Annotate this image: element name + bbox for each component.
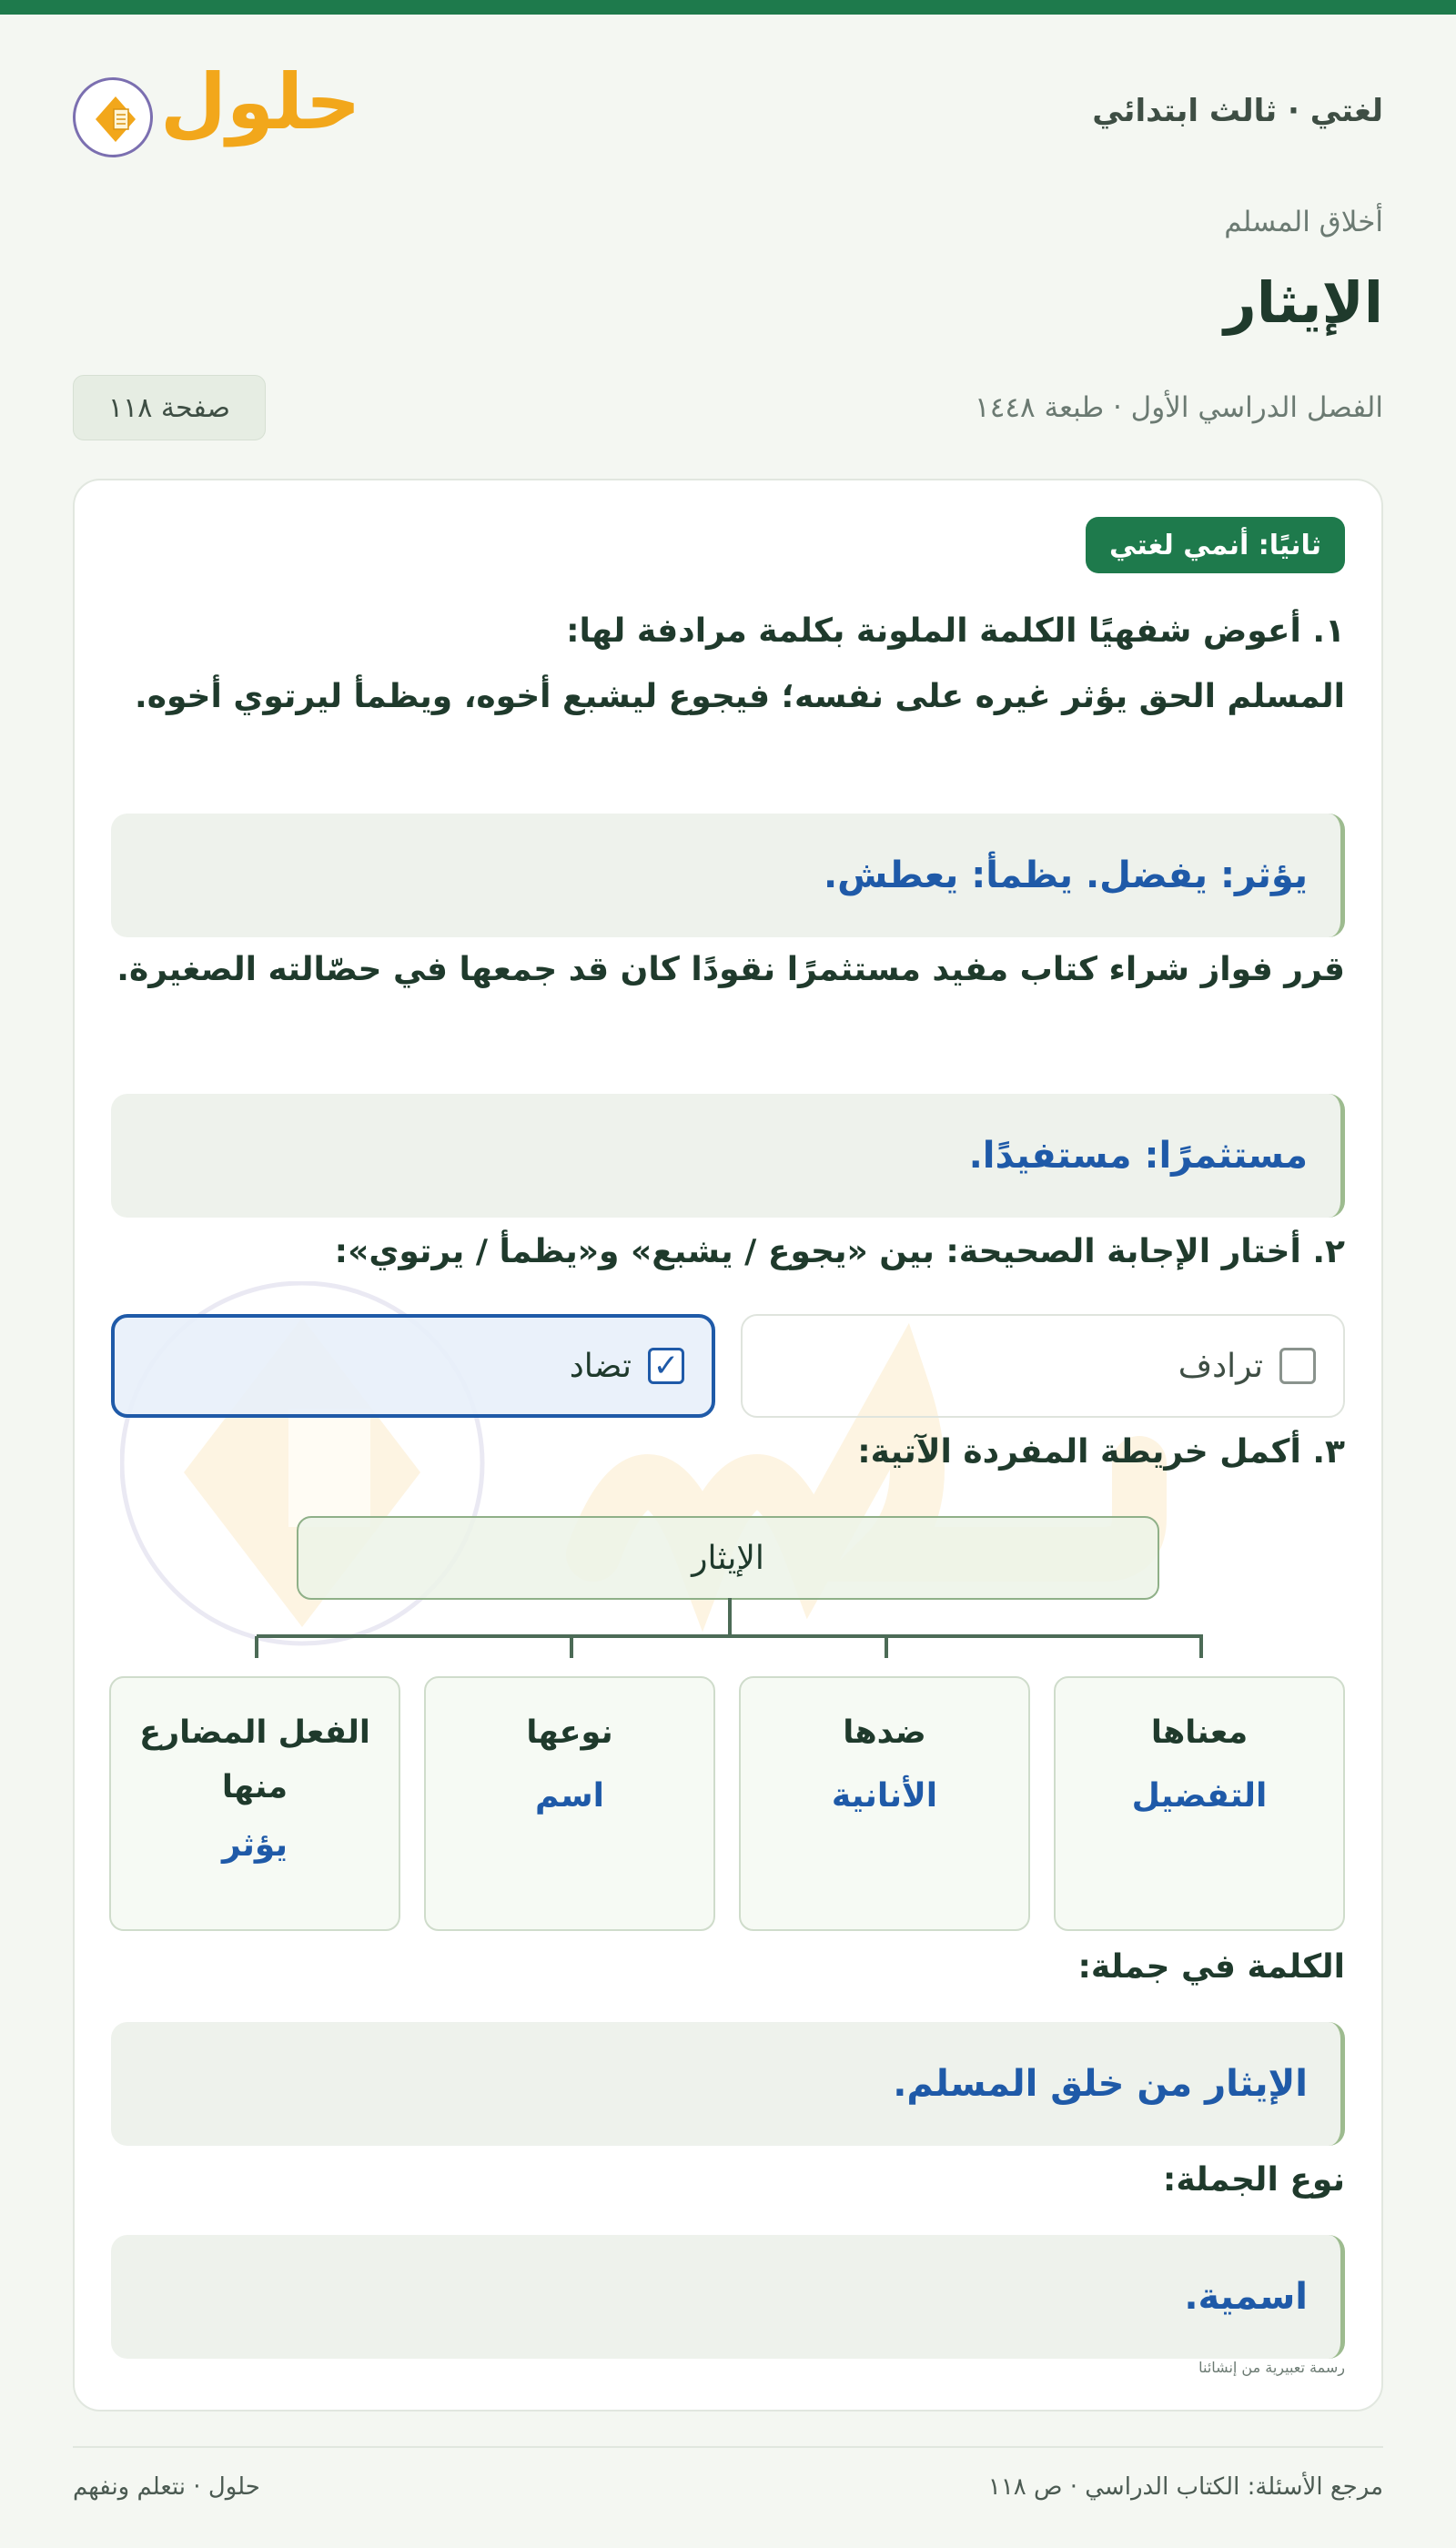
question-3-prompt: ٣. أكمل خريطة المفردة الآتية:: [857, 1433, 1345, 1471]
lesson-subject: أخلاق المسلم: [1224, 206, 1383, 238]
word-map-present-verb-value: يؤثر: [222, 1826, 288, 1864]
checkbox-checked-icon[interactable]: ✓: [648, 1348, 684, 1384]
sentence-prompt: الكلمة في جملة:: [1077, 1948, 1345, 1986]
word-map-present-verb: [109, 1676, 400, 1931]
word-map-type: [424, 1676, 715, 1931]
question-1-answer-2: مستثمرًا: مستفيدًا.: [111, 1094, 1345, 1218]
word-map-type-label: نوعها: [526, 1714, 613, 1751]
sentence-type-prompt: نوع الجملة:: [1162, 2161, 1345, 2199]
word-map-connectors: [75, 1598, 1383, 1658]
header: [73, 57, 1383, 167]
word-map-type-value: اسم: [535, 1777, 604, 1815]
site-logo[interactable]: [73, 57, 361, 167]
lesson-title: الإيثار: [1224, 269, 1383, 336]
choice-synonym-label: ترادف: [1178, 1347, 1263, 1385]
choice-antonym-label: تضاد: [569, 1347, 632, 1385]
word-map-opposite: [739, 1676, 1030, 1931]
top-accent-bar: [0, 0, 1456, 15]
word-map-root: الإيثار: [297, 1516, 1159, 1600]
footer-reference: مرجع الأسئلة: الكتاب الدراسي · ص ١١٨: [987, 2473, 1383, 2501]
footer-brand[interactable]: حلول · نتعلم ونفهم: [73, 2473, 260, 2501]
choice-antonym[interactable]: [111, 1314, 715, 1418]
question-2-prompt: ٢. أختار الإجابة الصحيحة: بين «يجوع / يشبع» و«يظمأ / يرتوي»:: [334, 1233, 1345, 1270]
word-map-present-verb-label: الفعل المضارع منها: [139, 1714, 370, 1805]
checkbox-unchecked-icon[interactable]: [1279, 1348, 1316, 1384]
logo-text: حلول: [160, 57, 361, 147]
word-map-meaning-value: التفضيل: [1131, 1777, 1268, 1815]
sentence-type-answer: اسمية.: [111, 2235, 1345, 2359]
page-number-badge: صفحة ١١٨: [73, 375, 266, 440]
question-1-prompt: ١. أعوض شفهيًا الكلمة الملونة بكلمة مرادفة لها:: [566, 612, 1345, 650]
logo-emblem-icon: [73, 77, 153, 157]
illustration-credit: رسمة تعبيرية من إنشائنا: [1198, 2359, 1345, 2376]
header-title: لغتي · ثالث ابتدائي: [1092, 93, 1383, 129]
exercise-card: [73, 479, 1383, 2412]
word-map-meaning: [1054, 1676, 1345, 1931]
lesson-meta: الفصل الدراسي الأول · طبعة ١٤٤٨: [975, 391, 1383, 424]
word-map-opposite-label: ضدها: [843, 1714, 926, 1751]
word-map-opposite-value: الأنانية: [831, 1777, 938, 1815]
word-map-meaning-label: معناها: [1150, 1714, 1249, 1751]
section-badge: ثانيًا: أنمي لغتي: [1086, 517, 1345, 573]
question-1-answer-1: يؤثر: يفضل. يظمأ: يعطش.: [111, 814, 1345, 937]
question-1-sentence-2: قرر فواز شراء كتاب مفيد مستثمرًا نقودًا كان قد جمعها في حصّالته الصغيرة.: [116, 951, 1345, 988]
question-1-sentence-1: المسلم الحق يؤثر غيره على نفسه؛ فيجوع ليشبع أخوه، ويظمأ ليرتوي أخوه.: [135, 678, 1345, 715]
footer-divider: [73, 2446, 1383, 2448]
sentence-answer: الإيثار من خلق المسلم.: [111, 2022, 1345, 2146]
choice-synonym[interactable]: [741, 1314, 1345, 1418]
